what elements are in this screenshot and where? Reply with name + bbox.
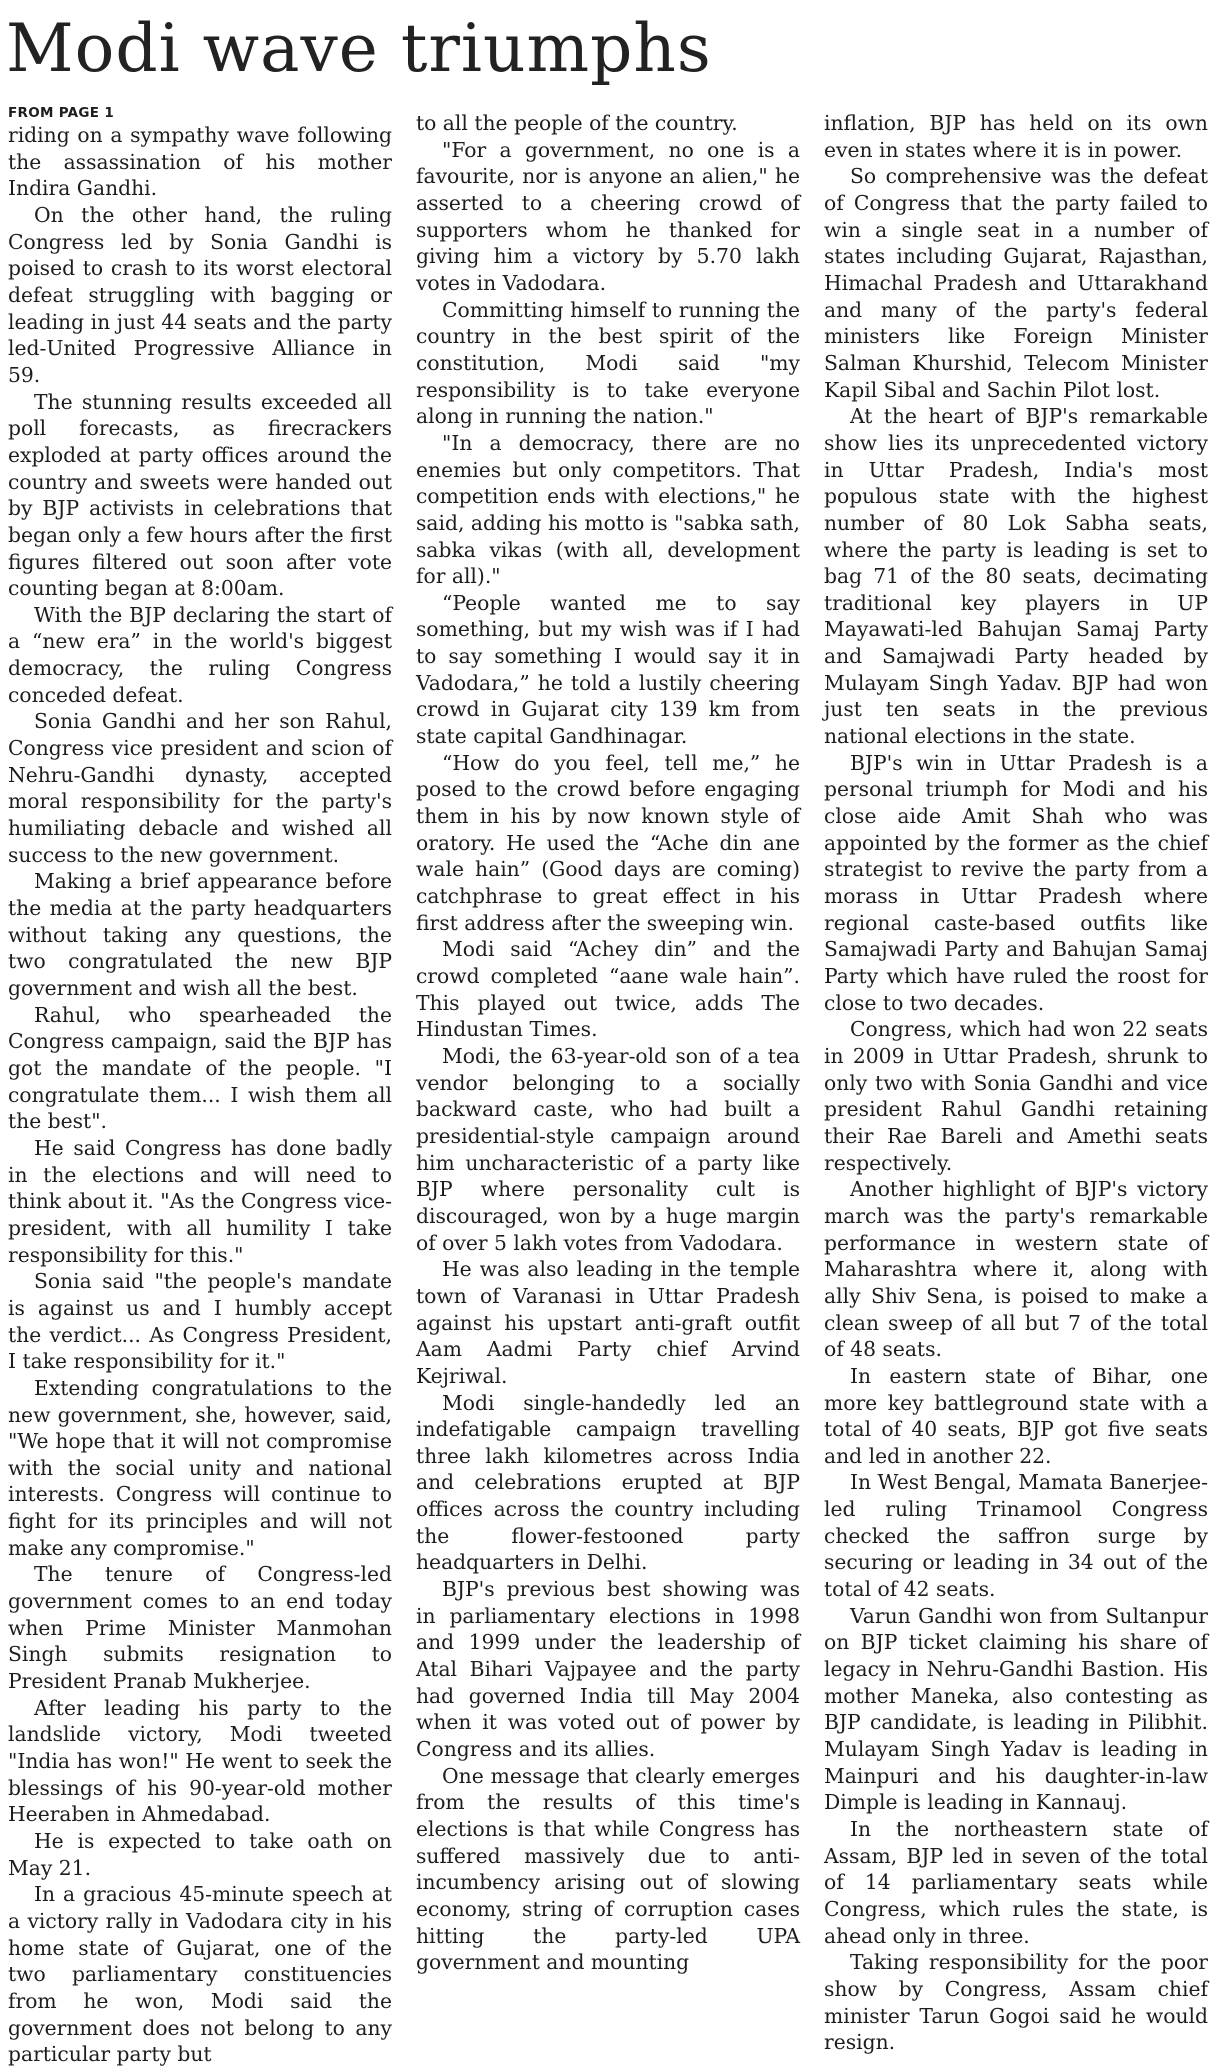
headline: Modi wave triumphs — [6, 10, 712, 87]
paragraph: "For a government, no one is a favourite, nor is anyone an alien," he asserted to a cheering crowd of supporters whom he thanked for giving him a victory by 5.70 lakh votes in Vadodara. — [416, 137, 800, 295]
paragraph: The stunning results exceeded all poll forecasts, as firecrackers exploded at party offices around the country and sweets were handed out by BJP activists in celebrations that began only a few hours after the first figures filtered out soon after vote counting began at 8:00am. — [8, 389, 392, 601]
paragraph: “How do you feel, tell me,” he posed to the crowd before engaging them in his by now known style of oratory. He used the “Ache din ane wale hain” (Good days are coming) catchphrase to great effect in his first address after the sweeping win. — [416, 750, 800, 935]
paragraph: The tenure of Congress-led government comes to an end today when Prime Minister Manmohan Singh submits resignation to President Pranab Mukherjee. — [8, 1562, 392, 1694]
paragraph: At the heart of BJP's remarkable show lies its unprecedented victory in Uttar Pradesh, India's most populous state with the highest number of 80 Lok Sabha seats, where the party is leading is set to bag 71 of the 80 seats, decimating traditional key players in UP Mayawati-led Bahujan Samaj Party and Samajwadi Party headed by Mulayam Singh Yadav. BJP had won just ten seats in the previous national elections in the state. — [824, 404, 1208, 749]
paragraph: One message that clearly emerges from the results of this time's elections is that while Congress has suffered massively due to anti-incumbency arising out of slowing economy, string of corruption cases hitting the party-led UPA government and mounting — [416, 1763, 800, 1975]
article-column-1 — [8, 106, 392, 2068]
paragraph: BJP's win in Uttar Pradesh is a personal triumph for Modi and his close aide Amit Shah who was appointed by the former as the chief strategist to revive the party from a morass in Uttar Pradesh where regional caste-based outfits like Samajwadi Party and Bahujan Samaj Party which have ruled the roost for close to two decades. — [824, 750, 1208, 1015]
paragraph: In West Bengal, Mamata Banerjee-led ruling Trinamool Congress checked the saffron surge by securing or leading in 34 out of the total of 42 seats. — [824, 1470, 1208, 1602]
paragraph: Modi, the 63-year-old son of a tea vendor belonging to a socially backward caste, who had built a presidential-style campaign around him uncharacteristic of a party like BJP where personality cult is discouraged, won by a huge margin of over 5 lakh votes from Vadodara. — [416, 1043, 800, 1255]
paragraph: Rahul, who spearheaded the Congress campaign, said the BJP has got the mandate of the people. "I congratulate them... I wish them all the best". — [8, 1002, 392, 1134]
paragraph: With the BJP declaring the start of a “new era” in the world's biggest democracy, the ruling Congress conceded defeat. — [8, 602, 392, 707]
paragraph: Sonia said "the people's mandate is against us and I humbly accept the verdict... As Congress President, I take responsibility for it." — [8, 1269, 392, 1374]
paragraph: After leading his party to the landslide victory, Modi tweeted "India has won!" He went to seek the blessings of his 90-year-old mother Heeraben in Ahmedabad. — [8, 1695, 392, 1827]
paragraph: Taking responsibility for the poor show by Congress, Assam chief minister Tarun Gogoi said he would resign. — [824, 1950, 1208, 2055]
paragraph: inflation, BJP has held on its own even in states where it is in power. — [824, 111, 1208, 162]
paragraph: Committing himself to running the country in the best spirit of the constitution, Modi said "my responsibility is to take everyone along in running the nation." — [416, 297, 800, 429]
paragraph: In the northeastern state of Assam, BJP led in seven of the total of 14 parliamentary seats while Congress, which rules the state, is ahead only in three. — [824, 1817, 1208, 1948]
paragraph: Sonia Gandhi and her son Rahul, Congress vice president and scion of Nehru-Gandhi dynasty, accepted moral responsibility for the party's humiliating debacle and wished all success to the new government. — [8, 709, 392, 867]
paragraph: Another highlight of BJP's victory march was the party's remarkable performance in western state of Maharashtra where it, along with ally Shiv Sena, is poised to make a clean sweep of all but 7 of the total of 48 seats. — [824, 1177, 1208, 1362]
paragraph: He said Congress has done badly in the elections and will need to think about it. "As the Congress vice-president, with all humility I take responsibility for this." — [8, 1135, 392, 1267]
paragraph: riding on a sympathy wave following the assassination of his mother Indira Gandhi. — [8, 123, 392, 201]
paragraph: Extending congratulations to the new government, she, however, said, "We hope that it will not compromise with the social unity and national interests. Congress will continue to fight for its principles and will not make any compromise." — [8, 1375, 392, 1560]
paragraph: He is expected to take oath on May 21. — [8, 1829, 392, 1880]
paragraph: So comprehensive was the defeat of Congress that the party failed to win a single seat in a number of states including Gujarat, Rajasthan, Himachal Pradesh and Uttarakhand and many of the party's federal ministers like Foreign Minister Salman Khurshid, Telecom Minister Kapil Sibal and Sachin Pilot lost. — [824, 164, 1208, 402]
article-column-2 — [416, 110, 800, 1976]
article-column-3 — [824, 110, 1208, 2056]
paragraph: In a gracious 45-minute speech at a victory rally in Vadodara city in his home state of Gujarat, one of the two parliamentary constituencies from he won, Modi said the government does not belong to any particular party but — [8, 1882, 392, 2067]
paragraph: Modi single-handedly led an indefatigable campaign travelling three lakh kilometres across India and celebrations erupted at BJP offices across the country including the flower-festooned party headquarters in Delhi. — [416, 1390, 800, 1575]
paragraph: In eastern state of Bihar, one more key battleground state with a total of 40 seats, BJP got five seats and led in another 22. — [824, 1363, 1208, 1468]
paragraph: Congress, which had won 22 seats in 2009 in Uttar Pradesh, shrunk to only two with Sonia Gandhi and vice president Rahul Gandhi retaining their Rae Bareli and Amethi seats respectively. — [824, 1017, 1208, 1175]
paragraph: Modi said “Achey din” and the crowd completed “aane wale hain”. This played out twice, adds The Hindustan Times. — [416, 937, 800, 1042]
paragraph: Making a brief appearance before the media at the party headquarters without taking any questions, the two congratulated the new BJP government and wish all the best. — [8, 869, 392, 1000]
paragraph: to all the people of the country. — [416, 111, 738, 135]
paragraph: “People wanted me to say something, but my wish was if I had to say something I would say it in Vadodara,” he told a lustily cheering crowd in Gujarat city 139 km from state capital Gandhinagar. — [416, 590, 800, 749]
paragraph: BJP's previous best showing was in parliamentary elections in 1998 and 1999 under the leadership of Atal Bihari Vajpayee and the party had governed India till May 2004 when it was voted out of power by Congress and its allies. — [416, 1577, 800, 1762]
paragraph: Varun Gandhi won from Sultanpur on BJP ticket claiming his share of legacy in Nehru-Gandhi Bastion. His mother Maneka, also contesting as BJP candidate, is leading in Pilibhit. Mulayam Singh Yadav is leading in Mainpuri and his daughter-in-law Dimple is leading in Kannauj. — [824, 1603, 1208, 1815]
paragraph: He was also leading in the temple town of Varanasi in Uttar Pradesh against his upstart anti-graft outfit Aam Aadmi Party chief Arvind Kejriwal. — [416, 1257, 800, 1388]
continuation-kicker: FROM PAGE 1 — [8, 105, 115, 121]
paragraph: On the other hand, the ruling Congress led by Sonia Gandhi is poised to crash to its worst electoral defeat struggling with bagging or leading in just 44 seats and the party led-United Progressive Alliance in 59. — [8, 202, 392, 387]
paragraph: "In a democracy, there are no enemies but only competitors. That competition ends with elections," he said, adding his motto is "sabka sath, sabka vikas (with all, development for all)." — [416, 430, 800, 589]
